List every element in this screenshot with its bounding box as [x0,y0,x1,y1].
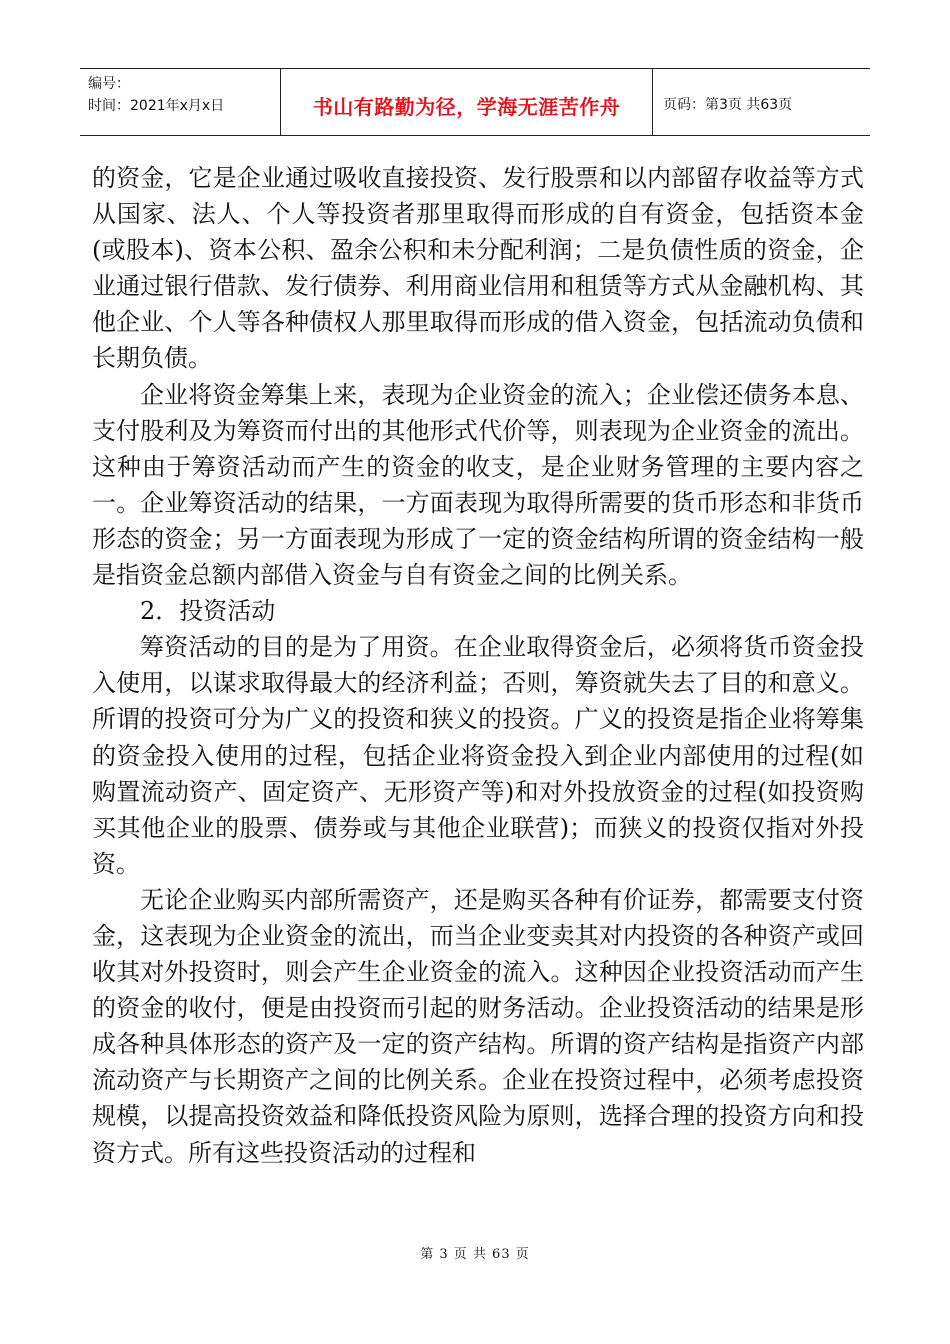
paragraph-4: 无论企业购买内部所需资产，还是购买各种有价证券，都需要支付资金，这表现为企业资金的流出，而当企业变卖其对内投资的各种资产或回收其对外投资时，则会产生企业资金的流入。这种因企业投资活动而产生的资金的收付，便是由投资而引起的财务活动。企业投资活动的结果是形成各种具体形态的资产及一定的资产结构。所谓的资产结构是指资产内部流动资产与长期资产之间的比例关系。企业在投资过程中，必须考虑投资规模，以提高投资效益和降低投资风险为原则，选择合理的投资方向和投资方式。所有这些投资活动的过程和 [92,885,864,1167]
paragraph-3: 筹资活动的目的是为了用资。在企业取得资金后，必须将货币资金投入使用，以谋求取得最大的经济利益；否则，筹资就失去了目的和意义。所谓的投资可分为广义的投资和狭义的投资。广义的投资是指企业将筹集的资金投入使用的过程，包括企业将资金投入到企业内部使用的过程(如购置流动资产、固定资产、无形资产等)和对外投放资金的过程(如投资购买其他企业的股票、债券或与其他企业联营)；而狭义的投资仅指对外投资。 [92,633,864,878]
paragraph-2: 企业将资金筹集上来，表现为企业资金的流入；企业偿还债务本息、支付股利及为筹资而付出的其他形式代价等，则表现为企业资金的流出。这种由于筹资活动而产生的资金的收支，是企业财务管理的主要内容之一。企业筹资活动的结果，一方面表现为取得所需要的货币形态和非货币形态的资金；另一方面表现为形成了一定的资金结构所谓的资金结构一般是指资金总额内部借入资金与自有资金之间的比例关系。 [92,380,864,590]
document-time-label: 时间：2021年x月x日 [88,98,225,114]
header-motto-cell [281,69,653,135]
header-page-code: 页码：第3页 共63页 [663,97,793,113]
document-number-label: 编号： [88,76,130,92]
section-heading-investment: 2．投资活动 [140,597,276,626]
header-page-cell [653,69,870,135]
paragraph-1: 的资金，它是企业通过吸收直接投资、发行股票和以内部留存收益等方式从国家、法人、个人等投资者那里取得而形成的自有资金，包括资本金(或股本)、资本公积、盈余公积和未分配利润；二是负债性质的资金，企业通过银行借款、发行债券、利用商业信用和租赁等方式从金融机构、其他企业、个人等各种债权人那里取得而形成的借入资金，包括流动负债和长期负债。 [92,164,864,373]
header-motto: 书山有路勤为径，学海无涯苦作舟 [312,94,621,119]
document-body [92,160,864,1171]
header-table [80,68,870,136]
header-meta-cell [80,69,281,135]
page-footer: 第 3 页 共 63 页 [420,1247,530,1262]
